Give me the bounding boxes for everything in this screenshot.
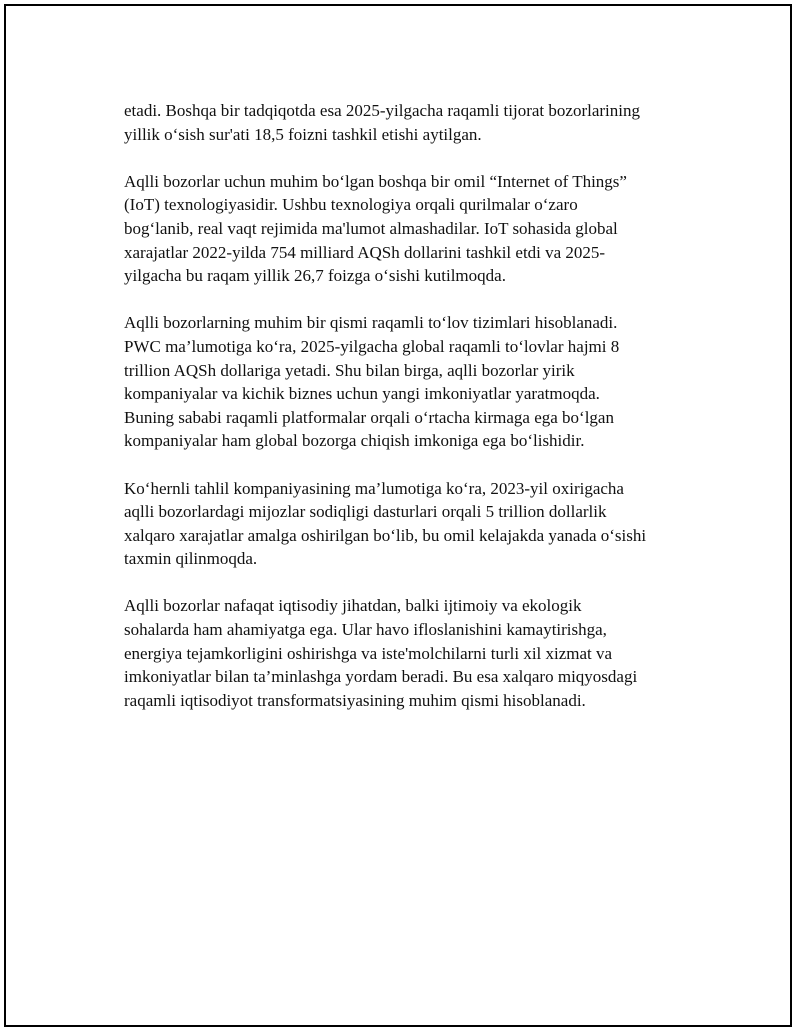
paragraph-4: Ko‘hernli tahlil kompaniyasining ma’lumotiga ko‘ra, 2023-yil oxirigacha aqlli bozorlardagi mijozlar sodiqligi dasturlari orqali 5 trillion dollarlik xalqaro xarajatlar amalga oshirilgan bo‘lib, bu omil kelajakda yanada o‘sishi taxmin qilinmoqda. xyxy=(124,478,647,569)
document-body xyxy=(124,99,694,736)
paragraph-2: Aqlli bozorlar uchun muhim bo‘lgan boshqa bir omil “Internet of Things” (IoT) texnologiyasidir. Ushbu texnologiya orqali qurilmalar o‘zaro bog‘lanib, real vaqt rejimida ma'lumot almashadilar. IoT sohasida global xarajatlar 2022-yilda 754 milliard AQSh dollarini tashkil etdi va 2025- yilgacha bu raqam yillik 26,7 foizga o‘sishi kutilmoqda. xyxy=(124,171,627,286)
paragraph-1: etadi. Boshqa bir tadqiqotda esa 2025-yilgacha raqamli tijorat bozorlarining yillik o‘sish sur'ati 18,5 foizni tashkil etishi aytilgan. xyxy=(124,101,640,144)
page-frame xyxy=(4,4,792,1027)
paragraph-3: Aqlli bozorlarning muhim bir qismi raqamli to‘lov tizimlari hisoblanadi. PWC ma’lumotiga ko‘ra, 2025-yilgacha global raqamli to‘lovlar hajmi 8 trillion AQSh dollariga yetadi. Shu bilan birga, aqlli bozorlar yirik kompaniyalar va kichik biznes uchun yangi imkoniyatlar yaratmoqda. Buning sababi raqamli platformalar orqali o‘rtacha kirmaga ega bo‘lgan kompaniyalar ham global bozorga chiqish imkoniga ega bo‘lishidir. xyxy=(124,313,620,451)
paragraph-5: Aqlli bozorlar nafaqat iqtisodiy jihatdan, balki ijtimoiy va ekologik sohalarda ham ahamiyatga ega. Ular havo ifloslanishini kamaytirishga, energiya tejamkorligini oshirishga va iste'molchilarni turli xil xizmat va imkoniyatlar bilan ta’minlashga yordam beradi. Bu esa xalqaro miqyosdagi raqamli iqtisodiyot transformatsiyasining muhim qismi hisoblanadi. xyxy=(124,596,638,710)
